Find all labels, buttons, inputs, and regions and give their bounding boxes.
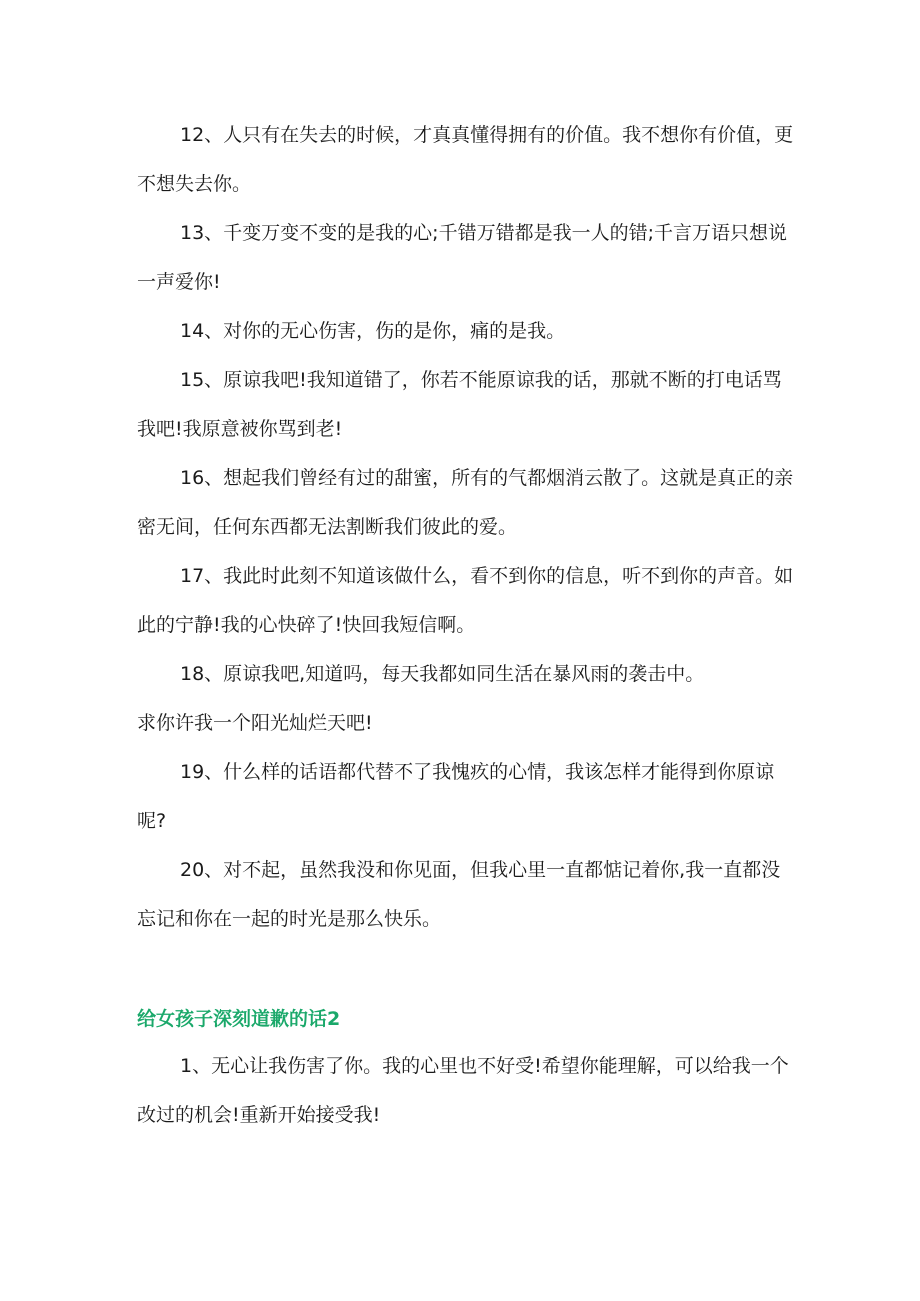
section-heading-2: 给女孩子深刻道歉的话2 bbox=[137, 1008, 341, 1030]
paragraph-12: 12、人只有在失去的时候，才真真懂得拥有的价值。我不想你有价值，更不想失去你。 bbox=[137, 124, 794, 195]
paragraph-18-line-1: 18、原谅我吧,知道吗，每天我都如同生活在暴风雨的袭击中。 bbox=[180, 663, 705, 685]
section-2-paragraph-1: 1、无心让我伤害了你。我的心里也不好受!希望你能理解，可以给我一个改过的机会!重新开始接受我! bbox=[137, 1055, 789, 1126]
paragraph-15: 15、原谅我吧!我知道错了，你若不能原谅我的话，那就不断的打电话骂我吧!我原意被你骂到老! bbox=[137, 369, 782, 440]
paragraph-17: 17、我此时此刻不知道该做什么，看不到你的信息，听不到你的声音。如此的宁静!我的心快碎了!快回我短信啊。 bbox=[137, 565, 794, 636]
paragraph-18-line-2: 求你许我一个阳光灿烂天吧! bbox=[137, 712, 373, 734]
paragraph-20: 20、对不起，虽然我没和你见面，但我心里一直都惦记着你,我一直都没忘记和你在一起的时光是那么快乐。 bbox=[137, 859, 781, 930]
paragraph-13: 13、千变万变不变的是我的心;千错万错都是我一人的错;千言万语只想说一声爱你! bbox=[137, 222, 787, 293]
paragraph-19: 19、什么样的话语都代替不了我愧疚的心情，我该怎样才能得到你原谅呢? bbox=[137, 761, 775, 832]
paragraph-16: 16、想起我们曾经有过的甜蜜，所有的气都烟消云散了。这就是真正的亲密无间，任何东西都无法割断我们彼此的爱。 bbox=[137, 467, 794, 538]
paragraph-14: 14、对你的无心伤害，伤的是你，痛的是我。 bbox=[180, 320, 566, 342]
